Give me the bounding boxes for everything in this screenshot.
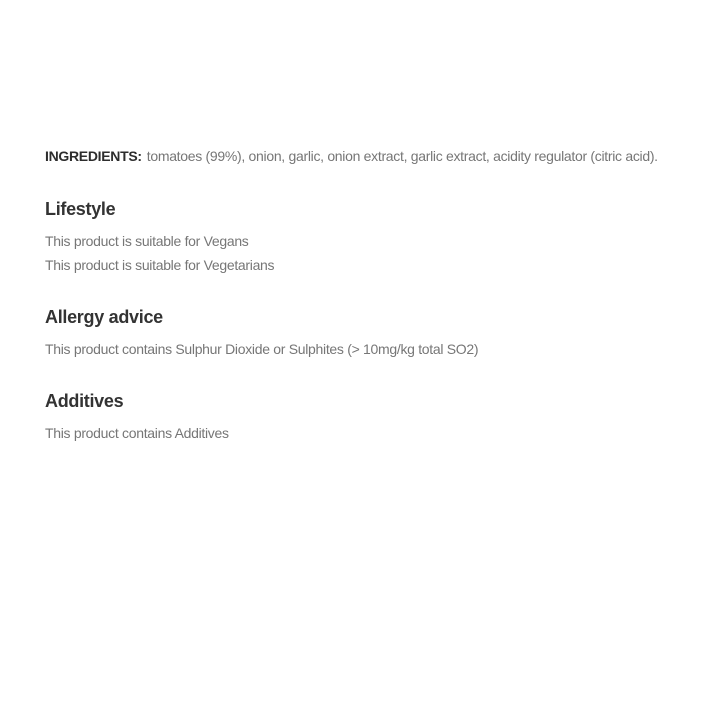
section-additives: [45, 390, 680, 445]
lifestyle-heading: Lifestyle: [45, 199, 116, 219]
lifestyle-vegans-line: This product is suitable for Vegans: [45, 233, 249, 249]
additives-heading: Additives: [45, 391, 124, 411]
additives-line: This product contains Additives: [45, 425, 229, 441]
section-allergy-advice: [45, 306, 680, 361]
lifestyle-vegetarians-line: This product is suitable for Vegetarians: [45, 257, 275, 273]
section-lifestyle: [45, 198, 680, 277]
allergy-advice-heading: Allergy advice: [45, 307, 163, 327]
ingredients-text: tomatoes (99%), onion, garlic, onion extract, garlic extract, acidity regulator (citric acid).: [146, 148, 658, 164]
product-details: [45, 146, 680, 445]
ingredients-label: INGREDIENTS:: [45, 148, 142, 164]
ingredients-statement: [45, 146, 680, 166]
allergy-advice-line: This product contains Sulphur Dioxide or Sulphites (> 10mg/kg total SO2): [45, 341, 479, 357]
